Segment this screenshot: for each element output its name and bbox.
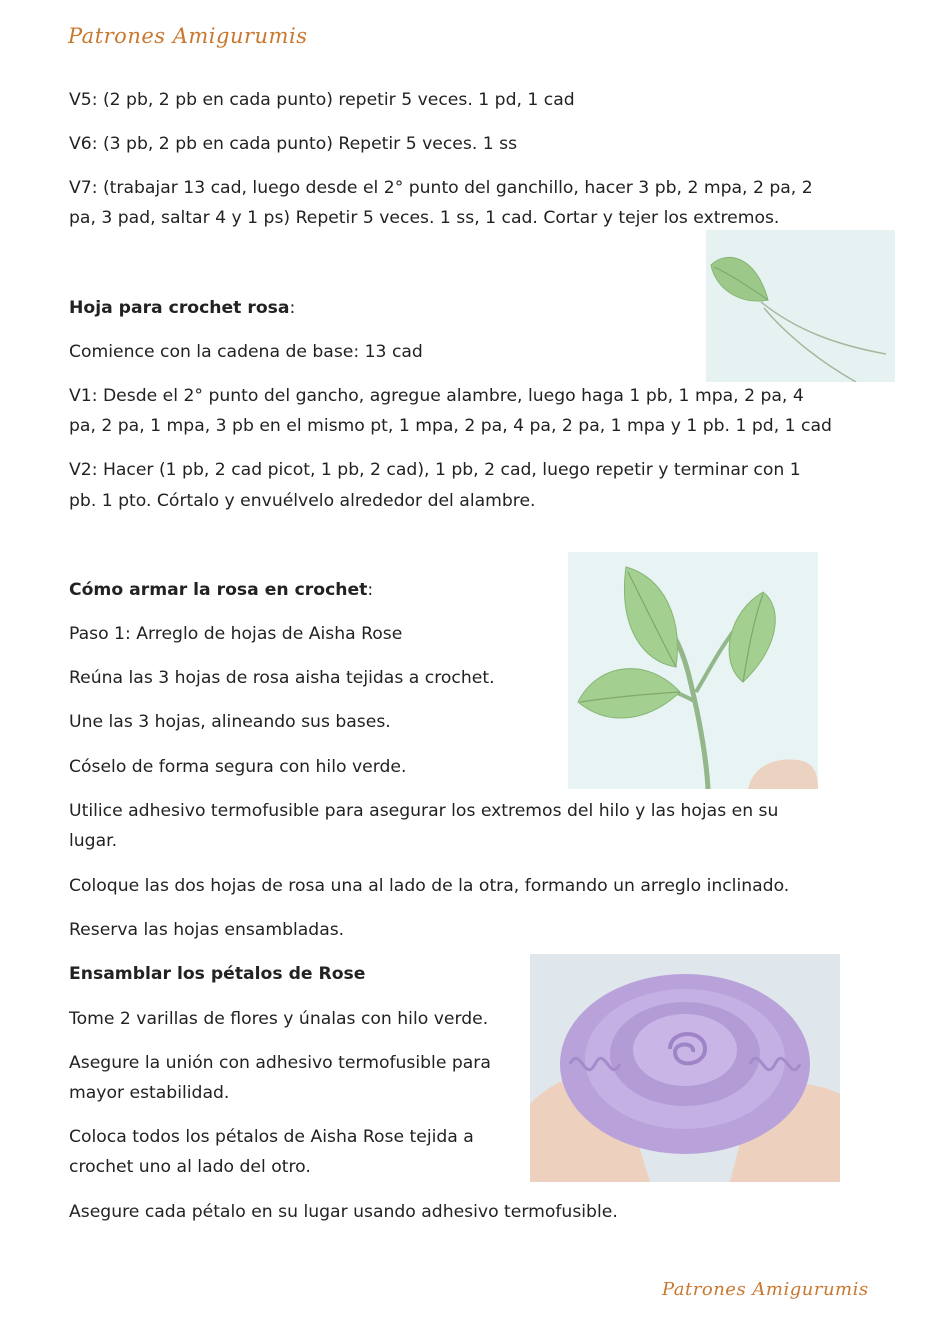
row-v7-line1: V7: (trabajar 13 cad, luego desde el 2° punto del ganchillo, hacer 3 pb, 2 mpa, 2 pa, 2 <box>69 178 813 198</box>
assemble-sew: Cóselo de forma segura con hilo verde. <box>69 757 407 777</box>
rose-photo <box>530 954 840 1182</box>
assemble-section-title: Cómo armar la rosa en crochet: <box>69 580 374 600</box>
leaf-photo <box>706 230 895 382</box>
petals-place-line1: Coloca todos los pétalos de Aisha Rose tejida a <box>69 1127 474 1147</box>
petals-section-title: Ensamblar los pétalos de Rose <box>69 964 366 984</box>
leaf-section-title: Hoja para crochet rosa: <box>69 298 296 318</box>
assemble-step1: Paso 1: Arreglo de hojas de Aisha Rose <box>69 624 403 644</box>
leaf-v1-line2: pa, 2 pa, 1 mpa, 3 pb en el mismo pt, 1 mpa, 2 pa, 4 pa, 2 pa, 1 mpa y 1 pb. 1 pd, 1 cad <box>69 416 832 436</box>
three-leaves-photo <box>568 552 818 789</box>
assemble-gather: Reúna las 3 hojas de rosa aisha tejidas a crochet. <box>69 668 495 688</box>
assemble-glue-line1: Utilice adhesivo termofusible para asegurar los extremos del hilo y las hojas en su <box>69 801 779 821</box>
row-v7-line2: pa, 3 pad, saltar 4 y 1 ps) Repetir 5 veces. 1 ss, 1 cad. Cortar y tejer los extremos. <box>69 208 780 228</box>
leaf-v2-line2: pb. 1 pto. Córtalo y envuélvelo alrededor del alambre. <box>69 491 536 511</box>
row-v6: V6: (3 pb, 2 pb en cada punto) Repetir 5 veces. 1 ss <box>69 134 518 154</box>
leaf-start: Comience con la cadena de base: 13 cad <box>69 342 423 362</box>
leaf-v1-line1: V1: Desde el 2° punto del gancho, agregue alambre, luego haga 1 pb, 1 mpa, 2 pa, 4 <box>69 386 804 406</box>
row-v5: V5: (2 pb, 2 pb en cada punto) repetir 5 veces. 1 pd, 1 cad <box>69 90 575 110</box>
brand-header: Patrones Amigurumis <box>68 24 308 48</box>
petals-fix: Asegure cada pétalo en su lugar usando adhesivo termofusible. <box>69 1202 618 1222</box>
leaf-v2-line1: V2: Hacer (1 pb, 2 cad picot, 1 pb, 2 cad), 1 pb, 2 cad, luego repetir y terminar con 1 <box>69 460 801 480</box>
petals-secure-line2: mayor estabilidad. <box>69 1083 230 1103</box>
petals-place-line2: crochet uno al lado del otro. <box>69 1157 311 1177</box>
petals-take: Tome 2 varillas de flores y únalas con hilo verde. <box>69 1009 489 1029</box>
assemble-join: Une las 3 hojas, alineando sus bases. <box>69 712 391 732</box>
assemble-reserve: Reserva las hojas ensambladas. <box>69 920 345 940</box>
brand-footer: Patrones Amigurumis <box>662 1279 869 1300</box>
petals-secure-line1: Asegure la unión con adhesivo termofusible para <box>69 1053 491 1073</box>
assemble-glue-line2: lugar. <box>69 831 118 851</box>
assemble-place: Coloque las dos hojas de rosa una al lado de la otra, formando un arreglo inclinado. <box>69 876 790 896</box>
